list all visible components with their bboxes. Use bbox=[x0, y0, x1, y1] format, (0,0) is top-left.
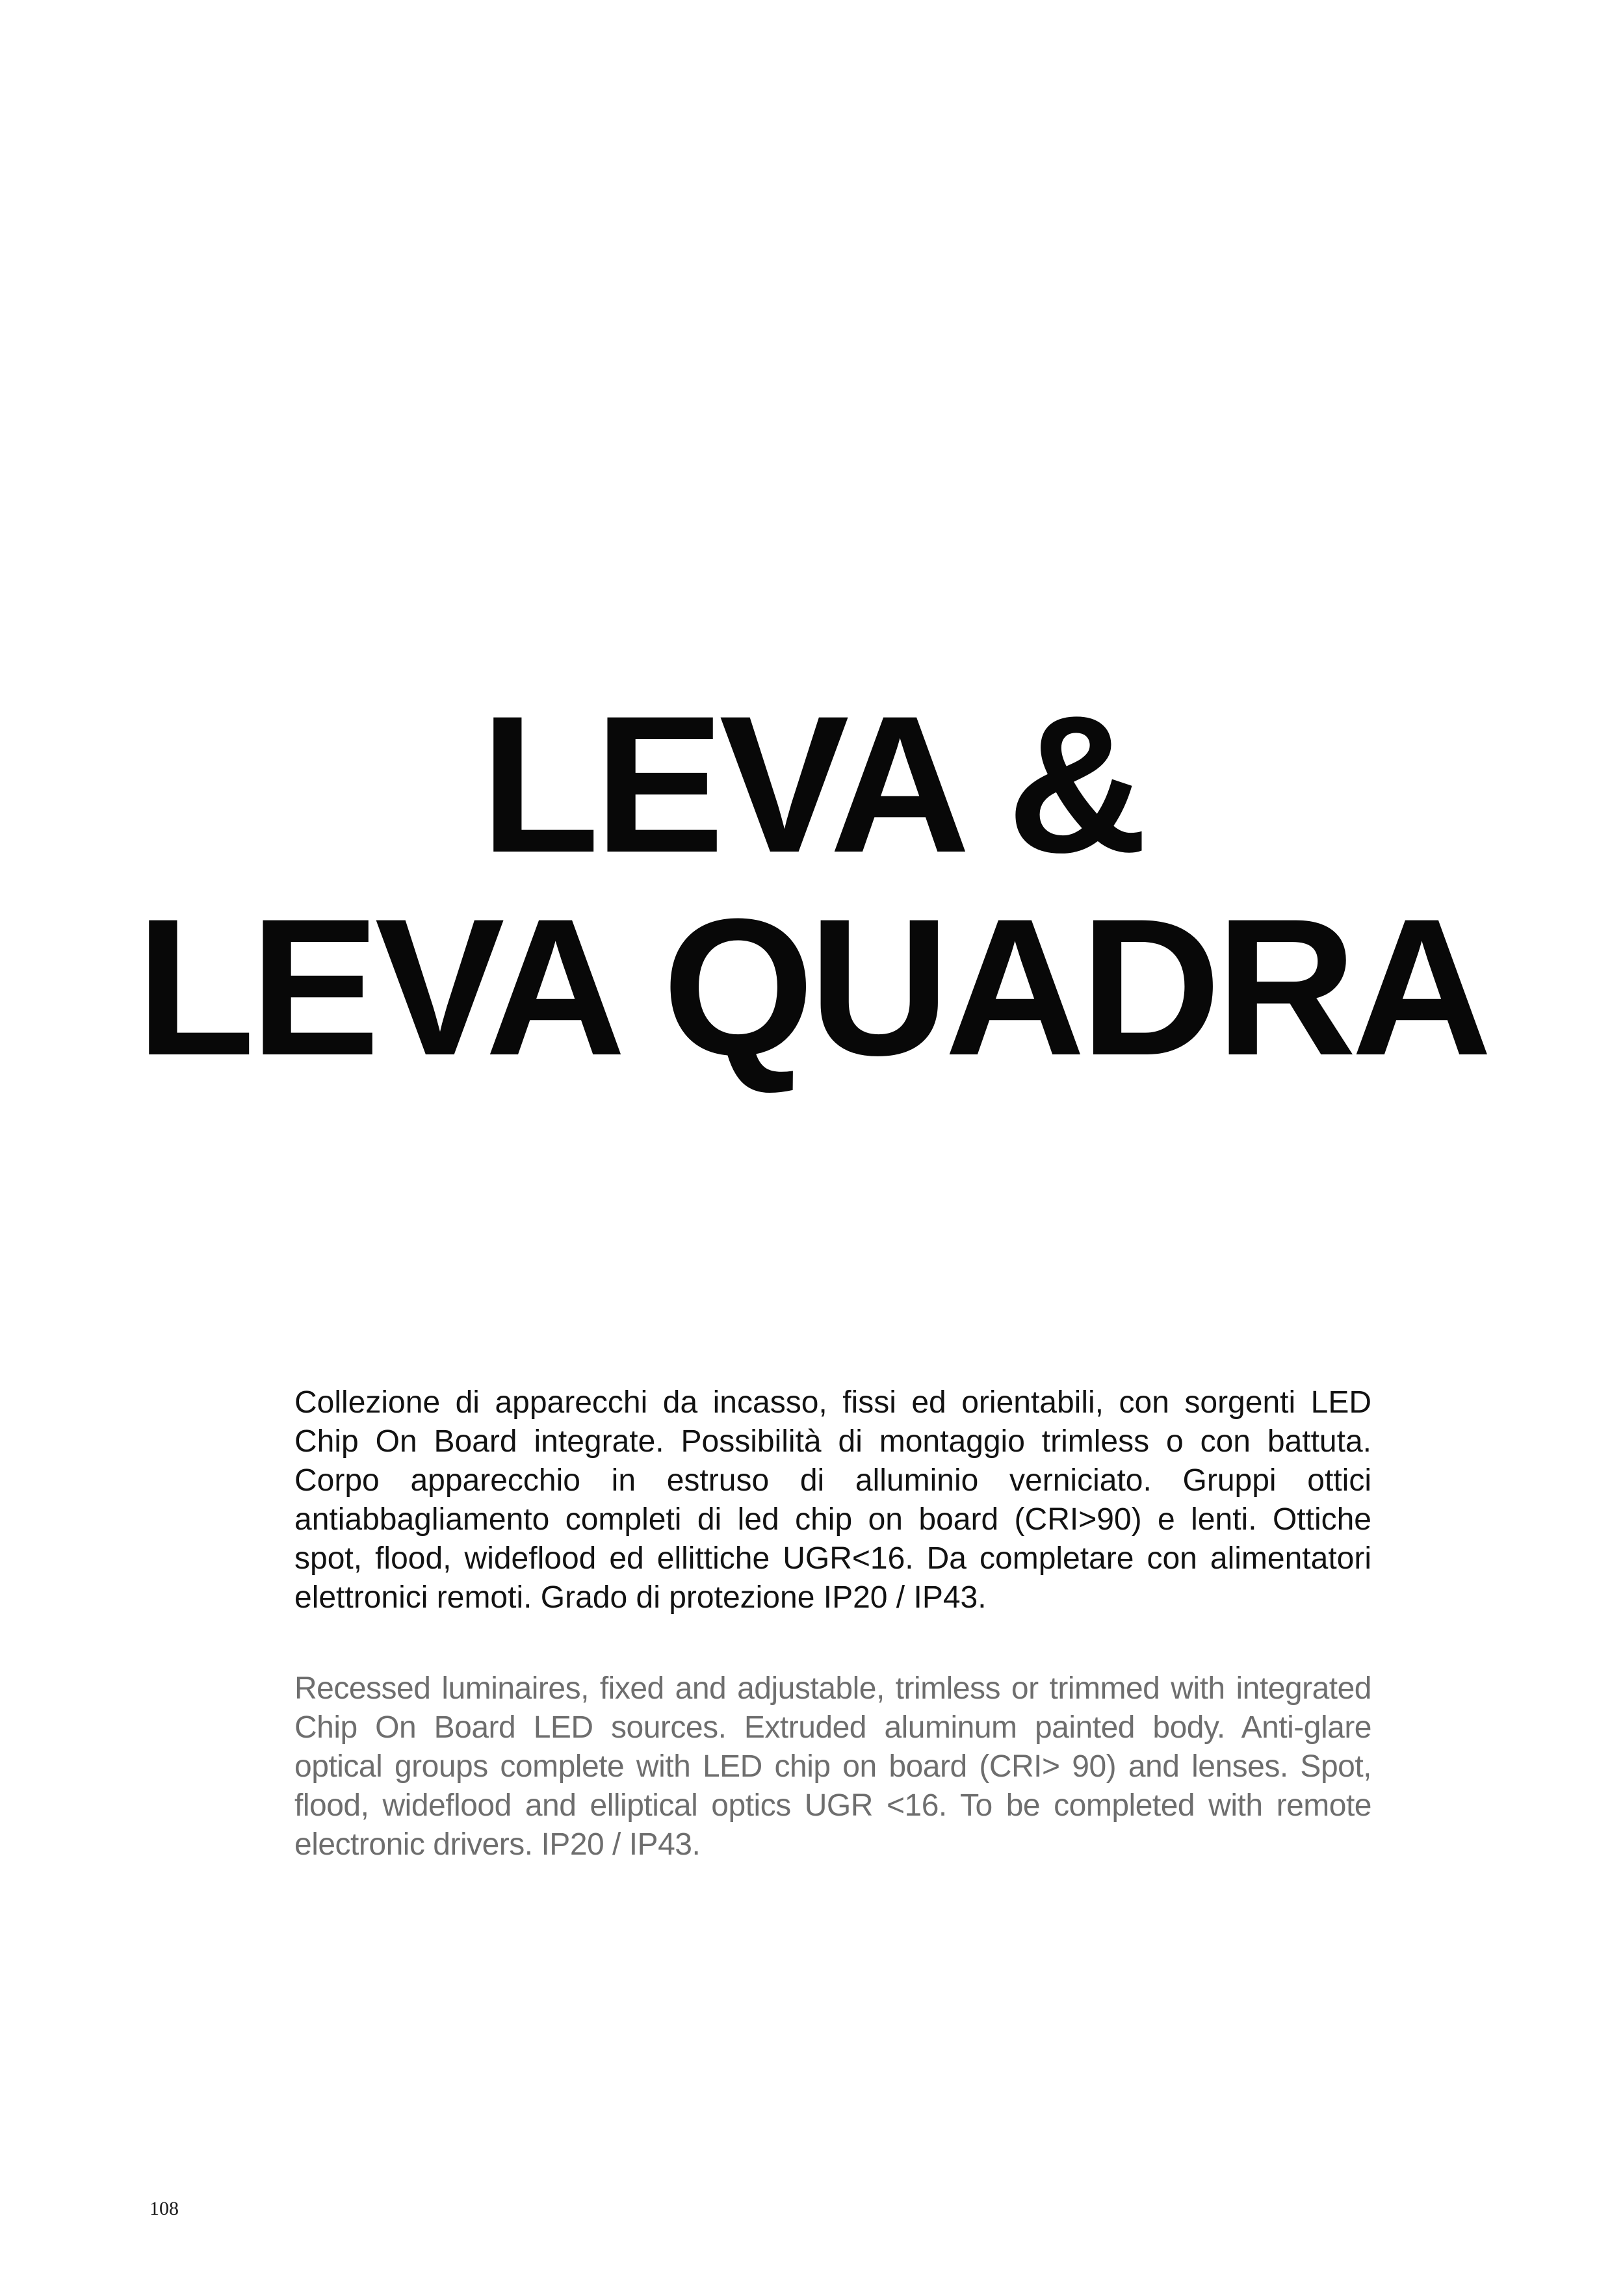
title-line-2: LEVA QUADRA bbox=[136, 878, 1487, 1096]
page-title bbox=[0, 675, 1623, 1096]
page-number: 108 bbox=[149, 2198, 179, 2219]
description-english: Recessed luminaires, fixed and adjustable, trimless or trimmed with integrated Chip On Board LED sources. Extruded aluminum painted body. Anti-glare optical groups complete with LED chip on board (CRI> 90) and lenses. Spot, flood, wideflood and elliptical optics UGR <16. To be completed with remote electronic drivers. IP20 / IP43. bbox=[294, 1671, 1371, 1862]
description-italian: Collezione di apparecchi da incasso, fissi ed orientabili, con sorgenti LED Chip On Board integrate. Possibilità di montaggio trimless o con battuta. Corpo apparecchio in estruso di alluminio verniciato. Gruppi ottici antiabbagliamento completi di led chip on board (CRI>90) e lenti. Ottiche spot, flood, wideflood ed ellittiche UGR<16. Da completare con alimentatori elettronici remoti. Grado di protezione IP20 / IP43. bbox=[294, 1385, 1371, 1615]
title-line-1: LEVA & bbox=[480, 675, 1143, 893]
